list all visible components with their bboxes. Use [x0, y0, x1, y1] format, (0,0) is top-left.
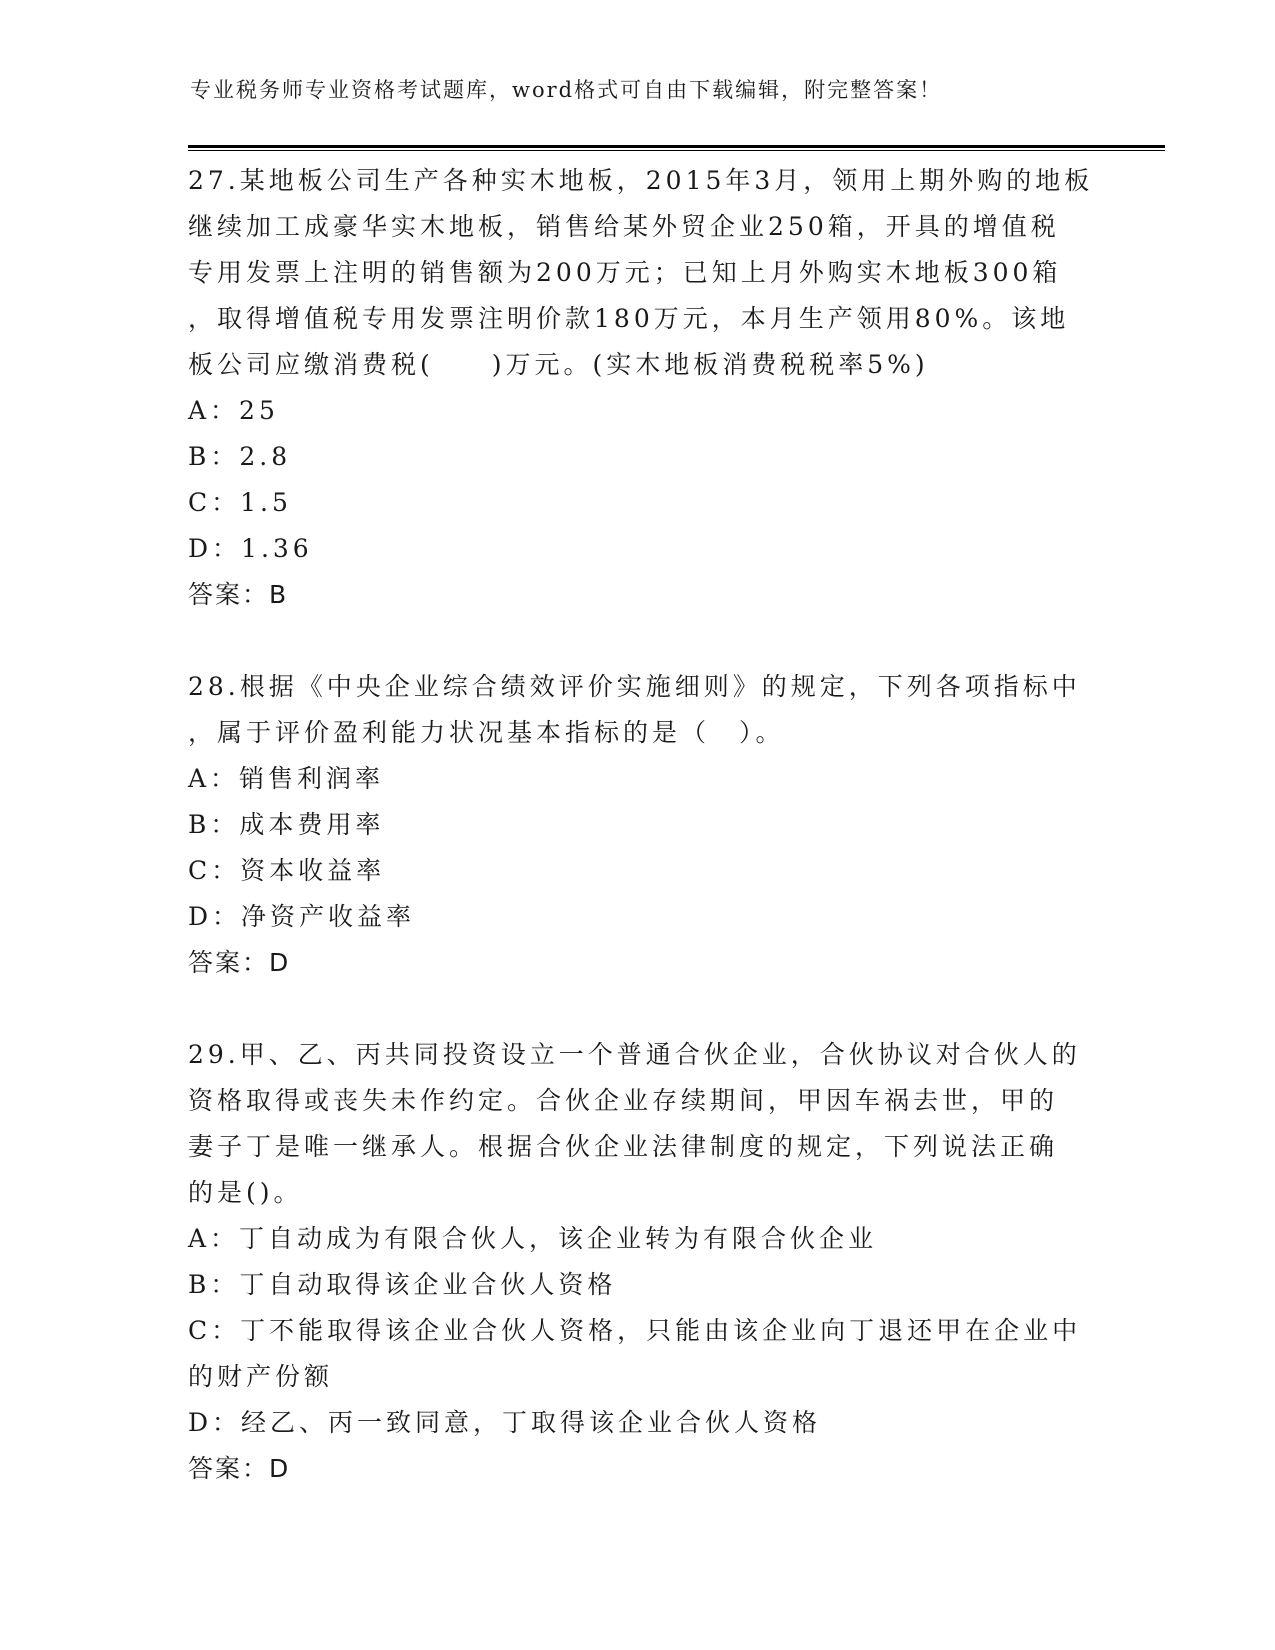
option-a: A：25 — [188, 396, 279, 425]
question-stem-line: 妻子丁是唯一继承人。根据合伙企业法律制度的规定，下列说法正确 — [188, 1132, 1059, 1161]
option-d: D：1.36 — [188, 534, 313, 563]
question-28 — [188, 664, 1088, 986]
spacer — [188, 986, 1088, 1032]
answer-label: 答案：D — [188, 1454, 291, 1483]
option-b: B：2.8 — [188, 442, 292, 471]
question-stem-line: 继续加工成豪华实木地板，销售给某外贸企业250箱，开具的增值税 — [188, 212, 1060, 241]
question-stem-line: 28.根据《中央企业综合绩效评价实施细则》的规定，下列各项指标中 — [188, 672, 1081, 701]
question-stem-line: 板公司应缴消费税( )万元。(实木地板消费税税率5%) — [188, 350, 929, 379]
option-a: A：丁自动成为有限合伙人，该企业转为有限合伙企业 — [188, 1224, 878, 1253]
question-stem-line: ，取得增值税专用发票注明价款180万元，本月生产领用80%。该地 — [188, 304, 1070, 333]
question-27 — [188, 158, 1094, 618]
header-rule-thin — [188, 150, 1165, 151]
answer-label: 答案：B — [188, 580, 289, 609]
option-c: C：1.5 — [188, 488, 292, 517]
option-c: C：丁不能取得该企业合伙人资格，只能由该企业向丁退还甲在企业中 — [188, 1316, 1082, 1345]
option-d: D：经乙、丙一致同意，丁取得该企业合伙人资格 — [188, 1408, 822, 1437]
question-stem-line: ，属于评价盈利能力状况基本指标的是（ ）。 — [188, 718, 785, 747]
option-a: A：销售利润率 — [188, 764, 385, 793]
question-stem-line: 资格取得或丧失未作约定。合伙企业存续期间，甲因车祸去世，甲的 — [188, 1086, 1059, 1115]
question-stem-line: 29.甲、乙、丙共同投资设立一个普通合伙企业，合伙协议对合伙人的 — [188, 1040, 1081, 1069]
spacer — [188, 618, 1088, 664]
option-b: B：成本费用率 — [188, 810, 385, 839]
option-b: B：丁自动取得该企业合伙人资格 — [188, 1270, 617, 1299]
option-d: D：净资产收益率 — [188, 902, 416, 931]
header-rule-thick — [188, 145, 1165, 148]
page-header: 专业税务师专业资格考试题库，word格式可自由下载编辑，附完整答案！ — [190, 78, 943, 102]
question-stem-line: 27.某地板公司生产各种实木地板，2015年3月，领用上期外购的地板 — [188, 166, 1094, 195]
question-29 — [188, 1032, 1088, 1492]
answer-label: 答案：D — [188, 948, 291, 977]
option-c: C：资本收益率 — [188, 856, 386, 885]
option-c-continued: 的财产份额 — [188, 1362, 334, 1391]
question-list — [188, 158, 1094, 1492]
question-stem-line: 的是()。 — [188, 1178, 303, 1207]
question-stem-line: 专用发票上注明的销售额为200万元；已知上月外购实木地板300箱 — [188, 258, 1062, 287]
